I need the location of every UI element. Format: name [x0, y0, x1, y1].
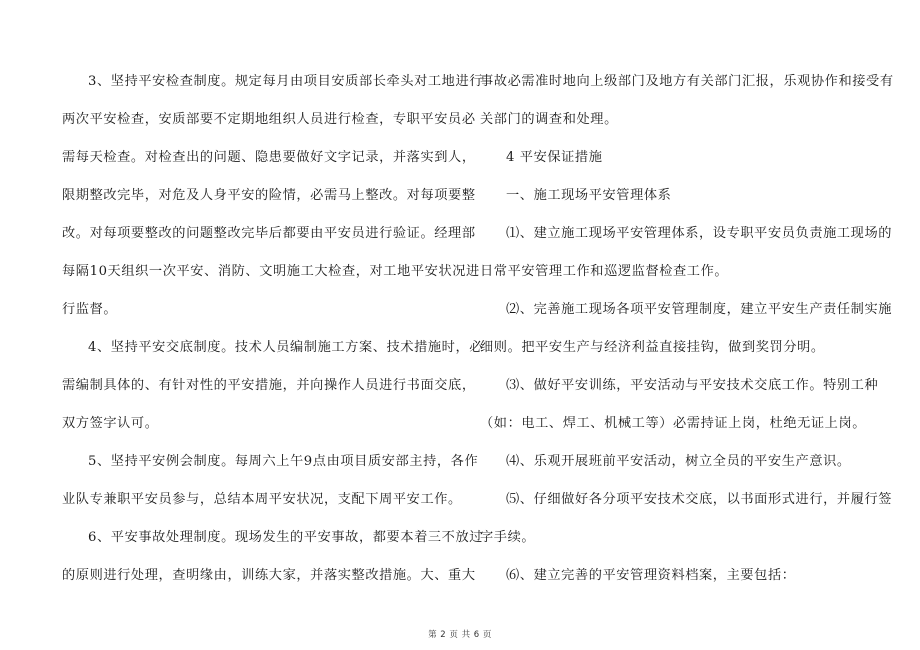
paragraph-line: 需每天检查。对检查出的问题、隐患要做好文字记录，并落实到人， — [62, 150, 476, 165]
paragraph-line: 两次平安检查，安质部要不定期地组织人员进行检查，专职平安员必 — [62, 112, 476, 127]
paragraph-line: 6、平安事故处理制度。现场发生的平安事故，都要本着三不放过 — [88, 530, 484, 545]
paragraph-line: 字手续。 — [480, 530, 536, 545]
paragraph-line: 细则。把平安生产与经济利益直接挂钩，做到奖罚分明。 — [480, 340, 825, 355]
paragraph-line: ⑹、建立完善的平安管理资料档案，主要包括： — [506, 568, 796, 583]
paragraph-line: ⑶、做好平安训练，平安活动与平安技术交底工作。特别工种 — [506, 378, 879, 393]
paragraph-line: 事故必需准时地向上级部门及地方有关部门汇报，乐观协作和接受有 — [480, 74, 894, 89]
paragraph-line: 限期整改完毕，对危及人身平安的险情，必需马上整改。对每项要整 — [62, 188, 476, 203]
paragraph-line: 需编制具体的、有针对性的平安措施，并向操作人员进行书面交底， — [62, 378, 476, 393]
paragraph-line: ⑵、完善施工现场各项平安管理制度，建立平安生产责任制实施 — [506, 302, 893, 317]
paragraph-line: 行监督。 — [62, 302, 118, 317]
page-number-footer: 第 2 页 共 6 页 — [428, 630, 492, 640]
paragraph-line: 3、坚持平安检查制度。规定每月由项目安质部长牵头对工地进行 — [88, 74, 484, 89]
paragraph-line: （如：电工、焊工、机械工等）必需持证上岗，杜绝无证上岗。 — [480, 416, 867, 431]
paragraph-line: 关部门的调查和处理。 — [480, 112, 618, 127]
paragraph-line: 4、坚持平安交底制度。技术人员编制施工方案、技术措施时，必 — [88, 340, 484, 355]
subsection-heading: 一、施工现场平安管理体系 — [506, 188, 672, 203]
paragraph-line: ⑸、仔细做好各分项平安技术交底，以书面形式进行，并履行签 — [506, 492, 893, 507]
paragraph-line: 双方签字认可。 — [62, 416, 159, 431]
paragraph-line: 的原则进行处理，查明缘由，训练大家，并落实整改措施。大、重大 — [62, 568, 476, 583]
paragraph-line: 日常平安管理工作和巡逻监督检查工作。 — [480, 264, 729, 279]
paragraph-line: 5、坚持平安例会制度。每周六上午9点由项目质安部主持，各作 — [88, 454, 479, 469]
paragraph-line: ⑴、建立施工现场平安管理体系，设专职平安员负责施工现场的 — [506, 226, 893, 241]
paragraph-line: 业队专兼职平安员参与，总结本周平安状况，支配下周平安工作。 — [62, 492, 462, 507]
paragraph-line: ⑷、乐观开展班前平安活动，树立全员的平安生产意识。 — [506, 454, 851, 469]
paragraph-line: 每隔10天组织一次平安、消防、文明施工大检查，对工地平安状况进 — [62, 264, 480, 279]
paragraph-line: 改。对每项要整改的问题整改完毕后都要由平安员进行验证。经理部 — [62, 226, 476, 241]
section-heading: 4 平安保证措施 — [506, 150, 603, 165]
